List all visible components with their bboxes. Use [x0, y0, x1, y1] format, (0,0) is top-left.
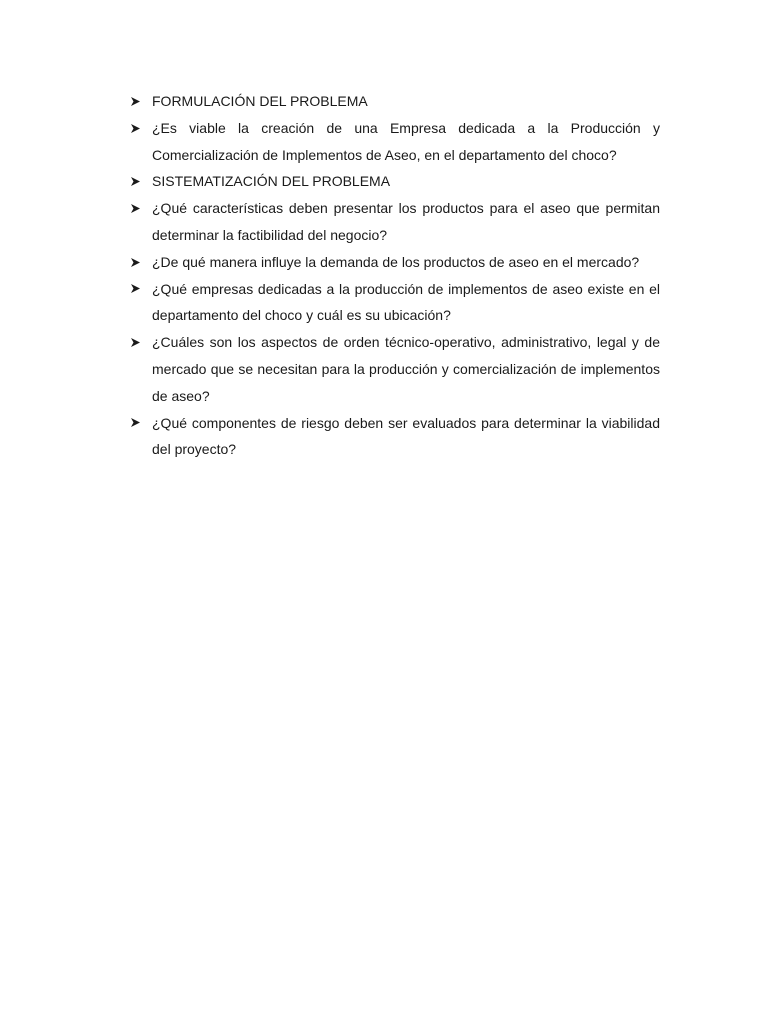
list-item-text: ¿Qué empresas dedicadas a la producción de implementos de aseo existe en el departamento del choco y cuál es su ubicación? [152, 280, 660, 324]
list-item-text: ¿De qué manera influye la demanda de los productos de aseo en el mercado? [152, 253, 640, 270]
list-item [130, 88, 660, 115]
list-item-text: ¿Cuáles son los aspectos de orden técnico-operativo, administrativo, legal y de mercado que se necesitan para la producción y comercialización de implementos de aseo? [152, 334, 660, 404]
list-item [130, 276, 660, 330]
list-item [130, 329, 660, 409]
list-item [130, 115, 660, 169]
list-item [130, 410, 660, 464]
arrowhead-bullet-icon [130, 168, 144, 195]
list-item-text: ¿Qué características deben presentar los productos para el aseo que permitan determinar la factibilidad del negocio? [152, 200, 660, 243]
arrowhead-bullet-icon [130, 115, 144, 142]
problem-statement-list [130, 88, 660, 463]
arrowhead-bullet-icon [130, 410, 144, 437]
arrowhead-bullet-icon [130, 249, 144, 276]
arrowhead-bullet-icon [130, 276, 144, 303]
list-item-text: SISTEMATIZACIÓN DEL PROBLEMA [152, 173, 391, 190]
list-item [130, 249, 660, 276]
arrowhead-bullet-icon [130, 88, 144, 115]
list-item-text: ¿Es viable la creación de una Empresa dedicada a la Producción y Comercialización de Implementos de Aseo, en el departamento del choco? [152, 119, 660, 163]
arrowhead-bullet-icon [130, 329, 144, 356]
arrowhead-bullet-icon [130, 195, 144, 222]
list-item [130, 168, 660, 195]
list-item [130, 195, 660, 249]
list-item-text: FORMULACIÓN DEL PROBLEMA [152, 93, 368, 109]
list-item-text: ¿Qué componentes de riesgo deben ser evaluados para determinar la viabilidad del proyecto? [152, 414, 660, 458]
